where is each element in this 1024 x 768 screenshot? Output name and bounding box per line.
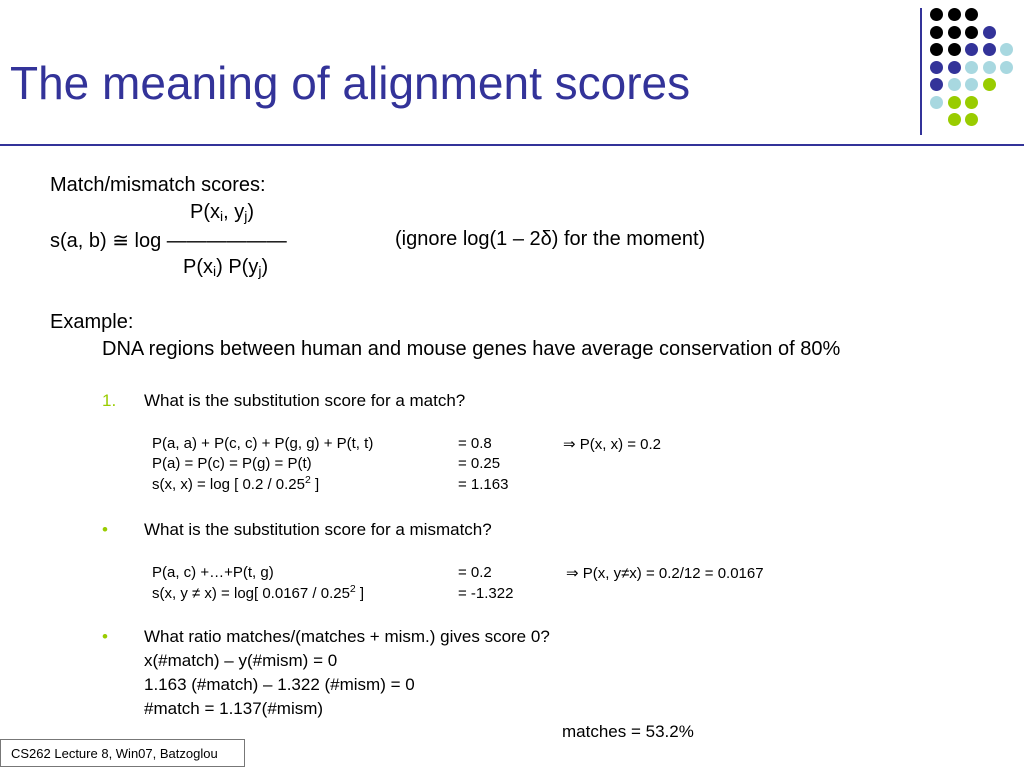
q1-row3-lhs: s(x, x) = log [ 0.2 / 0.25$^2$ ]	[152, 474, 320, 493]
q2-row1-implies: ⇒ P(x, y≠x) = 0.2/12 = 0.0167	[566, 565, 764, 582]
q2-row1-lhs: P(a, c) +…+P(t, g)	[152, 564, 274, 581]
formula-note: (ignore log(1 – 2δ) for the moment)	[395, 228, 706, 250]
q1-row1-implies: ⇒ P(x, x) = 0.2	[563, 436, 662, 453]
q3-line1: x(#match) – y(#mism) = 0	[144, 651, 338, 670]
example-label: Example:	[50, 311, 134, 333]
formula-heading: Match/mismatch scores:	[50, 174, 266, 196]
decorative-dot	[965, 8, 978, 21]
q3-marker: •	[102, 627, 108, 646]
formula-numerator: $P(x_i$, $y_j$)	[190, 201, 255, 224]
decorative-dot	[930, 26, 943, 39]
q1-row3-eq: = 1.163	[458, 476, 509, 493]
decorative-dot	[948, 96, 961, 109]
decorative-dot	[930, 43, 943, 56]
decorative-dot	[1000, 43, 1013, 56]
q1-marker: 1.	[102, 391, 117, 410]
q1-row2-eq: = 0.25	[458, 455, 501, 472]
decorative-dot	[948, 78, 961, 91]
q3-line2: 1.163 (#match) – 1.322 (#mism) = 0	[144, 675, 415, 694]
decorative-dot	[965, 78, 978, 91]
decorative-dot	[1000, 61, 1013, 74]
decorative-dot	[948, 8, 961, 21]
vertical-divider	[920, 8, 922, 135]
q2-row2-eq: = -1.322	[458, 585, 514, 602]
q2-row1-eq: = 0.2	[458, 564, 492, 581]
decorative-dot	[930, 96, 943, 109]
q1-row1-lhs: P(a, a) + P(c, c) + P(g, g) + P(t, t)	[152, 435, 374, 452]
title-underline	[0, 144, 1024, 146]
decorative-dot	[930, 78, 943, 91]
example-description: DNA regions between human and mouse genes have average conservation of 80%	[102, 338, 841, 360]
decorative-dot	[930, 8, 943, 21]
decorative-dot	[983, 26, 996, 39]
q2-row2-lhs: s(x, y ≠ x) = log[ 0.0167 / 0.25$^2$ ]	[152, 583, 365, 602]
decorative-dot	[983, 78, 996, 91]
q2-question: What is the substitution score for a mismatch?	[144, 520, 492, 539]
formula-lhs: s(a, b) ≅ log ——————	[50, 230, 287, 252]
q2-marker: •	[102, 520, 108, 539]
decorative-dot	[948, 61, 961, 74]
decorative-dot	[948, 43, 961, 56]
decorative-dot	[983, 43, 996, 56]
q3-line3: #match = 1.137(#mism)	[144, 699, 324, 718]
decorative-dot	[930, 61, 943, 74]
q1-row2-lhs: P(a) = P(c) = P(g) = P(t)	[152, 455, 312, 472]
q3-question: What ratio matches/(matches + mism.) gives score 0?	[144, 627, 550, 646]
q1-row1-eq: = 0.8	[458, 435, 492, 452]
decorative-dot	[948, 113, 961, 126]
slide-title: The meaning of alignment scores	[10, 57, 691, 109]
decorative-dot	[965, 26, 978, 39]
decorative-dot	[948, 26, 961, 39]
q3-result: matches = 53.2%	[562, 722, 694, 741]
decorative-dot	[965, 113, 978, 126]
decorative-dot	[983, 61, 996, 74]
footer-label: CS262 Lecture 8, Win07, Batzoglou	[0, 739, 245, 767]
decorative-dot	[965, 43, 978, 56]
decorative-dot	[965, 61, 978, 74]
q1-question: What is the substitution score for a match?	[144, 391, 466, 410]
formula-denominator: $P(x_i)$ $P(y_j)$	[183, 256, 269, 279]
decorative-dot	[965, 96, 978, 109]
